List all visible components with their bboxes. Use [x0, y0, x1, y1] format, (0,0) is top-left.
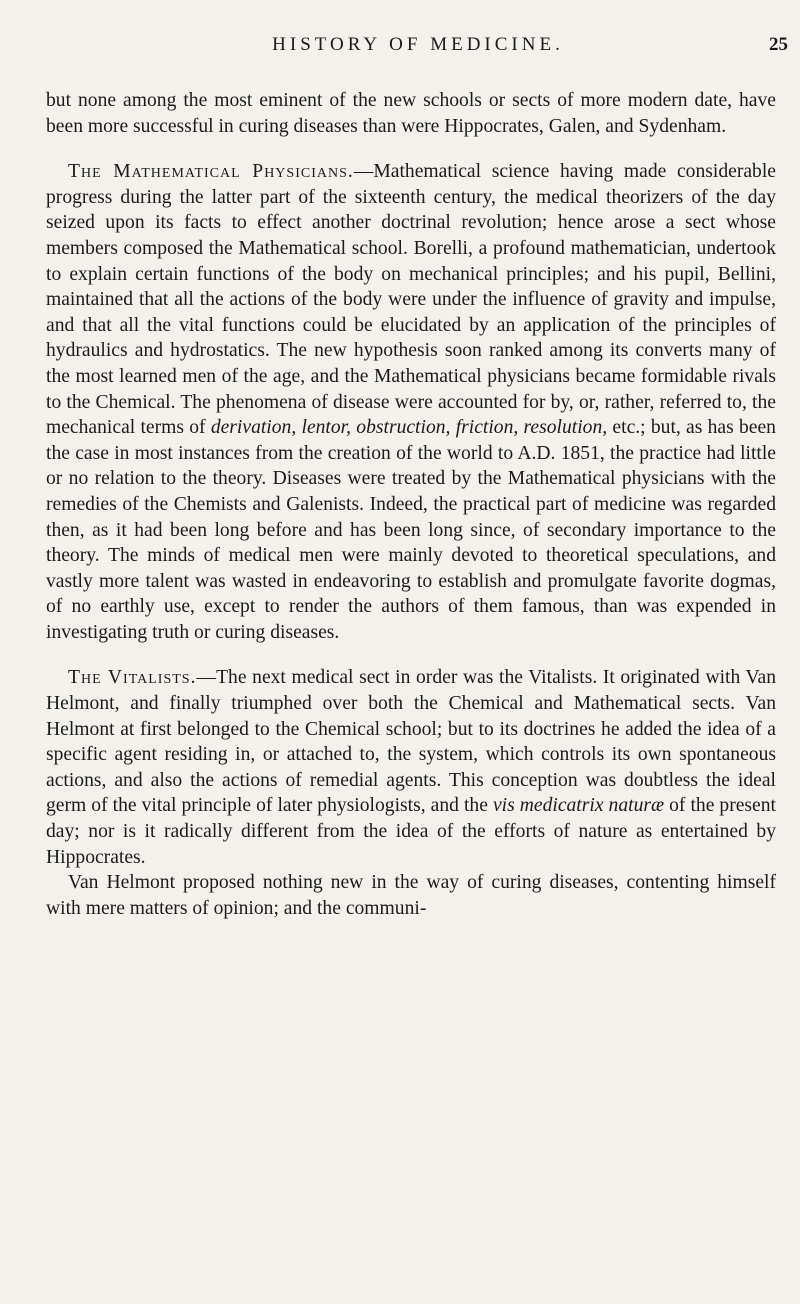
paragraph-2-terms: derivation, lentor, obstruction, friction, resolution,	[210, 417, 608, 439]
paragraph-1-text: but none among the most eminent of the new schools or sects of more modern date, have been more successful in curing diseases than were Hippocrates, Galen, and Sydenham.	[46, 90, 776, 137]
paragraph-vitalists	[46, 665, 776, 870]
paragraph-4-text: Van Helmont proposed nothing new in the way of curing diseases, contenting himself with mere matters of opinion; and the communi-	[46, 872, 776, 919]
body-text	[46, 88, 776, 921]
running-head	[48, 34, 788, 64]
paragraph-3-latin: vis medicatrix naturæ	[492, 795, 665, 817]
paragraph-2-text-b: etc.; but, as has been the case in most instances from the creation of the world to A.D. 1851, the practice had little or no relation to the theory. Diseases were treated by the Mathematical physicians with the remedies of the Chemists and Galenists. Indeed, the practical part of medicine was regarded then, as it had been long before and has been long since, of secondary importance to the theory. The minds of medical men were mainly devoted to theoretical speculations, and vastly more talent was wasted in endeavoring to establish and promulgate favorite dogmas, of no earthly use, except to render the authors of them famous, than was expended in investigating truth or curing diseases.	[46, 417, 776, 643]
paragraph-3-text-a: —The next medical sect in order was the Vitalists. It originated with Van Helmont, and finally triumphed over both the Chemical and Mathematical sects. Van Helmont at first belonged to the Chemical school; but to its doctrines he added the idea of a specific agent residing in, or attached to, the system, which controls its own spontaneous actions, and also the actions of remedial agents. This conception was doubtless the ideal germ of the vital principle of later physiologists, and the	[46, 667, 777, 817]
paragraph-mathematical-physicians	[46, 159, 776, 645]
section-heading-vitalists: The Vitalists.	[68, 667, 197, 689]
page-number: 25	[769, 34, 788, 55]
paragraph-2-text-a: —Mathematical science having made considerable progress during the latter part of the sixteenth century, the medical theorizers of the day seized upon its facts to effect another doctrinal revolution; hence arose a sect whose members composed the Mathematical school. Borelli, a profound mathematician, undertook to explain certain functions of the body on mechanical principles; and his pupil, Bellini, maintained that all the actions of the body were under the influence of gravity and impulse, and that all the vital functions could be elucidated by an application of the principles of hydraulics and hydrostatics. The new hypothesis soon ranked among its converts many of the most learned men of the age, and the Mathematical physicians became formidable rivals to the Chemical. The phenomena of disease were accounted for by, or, rather, referred to, the mechanical terms of	[46, 161, 776, 439]
paragraph-3-text-b: of the present day; nor is it radically different from the idea of the efforts of nature as entertained by Hippocrates.	[46, 795, 776, 868]
paragraph-van-helmont	[46, 870, 776, 921]
paragraph-continuation	[46, 88, 776, 139]
running-title: HISTORY OF MEDICINE.	[272, 34, 564, 55]
section-heading-mathematical: The Mathematical Physicians.	[68, 161, 354, 183]
